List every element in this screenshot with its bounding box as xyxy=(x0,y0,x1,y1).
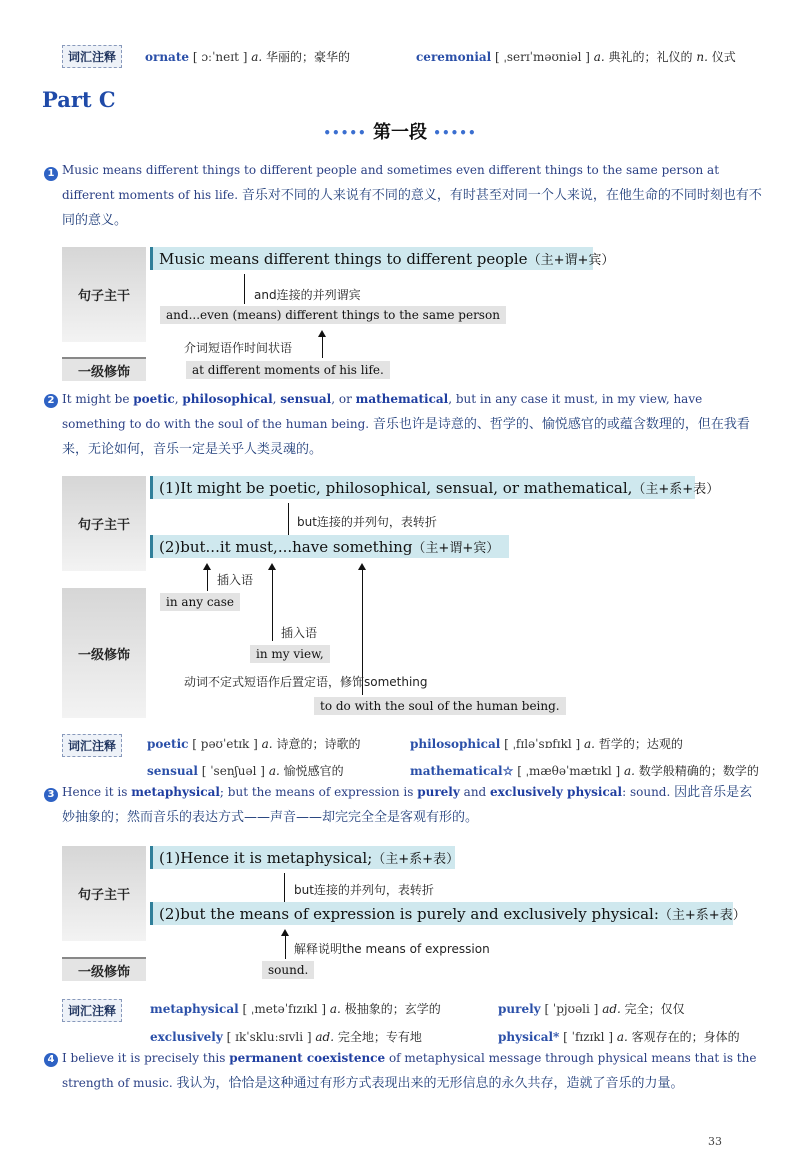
vocab-entry: metaphysical [ ˌmetəˈfɪzɪkl ] a. 极抽象的；玄学的 xyxy=(150,1002,441,1016)
vocab-tag: 词汇注释 xyxy=(62,45,122,68)
sentence-number: 1 xyxy=(44,167,58,181)
sentence-2: It might be poetic, philosophical, sensual, or mathematical, but in any case it must, in my view, have something to do with the soul of the human being. 音乐也许是诗意的、哲学的、愉悦感官的或蕴含数理的，但在我看来，无论如何，音乐一定是关乎人类灵魂的。 xyxy=(62,392,750,457)
infinitive-phrase: to do with the soul of the human being. xyxy=(314,697,566,715)
main-clause-2: (2)but...it must,...have something（主+谓+宾） xyxy=(150,535,509,558)
note: but连接的并列句，表转折 xyxy=(294,883,434,897)
vocab-entry: physical* [ ˈfɪzɪkl ] a. 客观存在的；身体的 xyxy=(498,1030,740,1044)
label-modifier: 一级修饰 xyxy=(62,957,146,981)
label-main-clause: 句子主干 xyxy=(62,846,146,941)
section-title: ••••• 第一段 ••••• xyxy=(323,122,477,143)
vocab-entry: philosophical [ ˌfɪləˈsɒfɪkl ] a. 哲学的；达观的 xyxy=(410,737,683,751)
vocab-entry: poetic [ pəʊˈetɪk ] a. 诗意的；诗歌的 xyxy=(147,737,361,751)
label-main-clause: 句子主干 xyxy=(62,476,146,571)
vocab-entry: sensual [ ˈsenʃuəl ] a. 愉悦感官的 xyxy=(147,764,344,778)
sentence-1: Music means different things to different people and sometimes even different things to the same person at different moments of his life. 音乐对不同的人来说有不同的意义，有时甚至对同一个人来说，在他生命的不同时刻也有不同的意义。 xyxy=(62,163,762,228)
main-clause-1: (1)Hence it is metaphysical;（主+系+表） xyxy=(150,846,455,869)
connector-line xyxy=(272,569,273,641)
vocab-entry: purely [ ˈpjʊəli ] ad. 完全；仅仅 xyxy=(498,1002,685,1016)
note: but连接的并列句，表转折 xyxy=(297,515,437,529)
note: 插入语 xyxy=(217,573,254,587)
note: and连接的并列谓宾 xyxy=(254,288,361,302)
label-modifier: 一级修饰 xyxy=(62,357,146,381)
vocab-tag: 词汇注释 xyxy=(62,734,122,757)
sentence-3: Hence it is metaphysical; but the means of expression is purely and exclusively physical: sound. 因此音乐是玄妙抽象的；然而音乐的表达方式——声音——却完完全全是客观有形的。 xyxy=(62,785,753,825)
label-modifier: 一级修饰 xyxy=(62,588,146,718)
note: 介词短语作时间状语 xyxy=(184,341,293,355)
connector-line xyxy=(244,274,245,304)
note: 插入语 xyxy=(281,626,318,640)
appositive-word: sound. xyxy=(262,961,314,979)
connector-line xyxy=(322,336,323,358)
connector-line xyxy=(284,873,285,903)
label-main-clause: 句子主干 xyxy=(62,247,146,342)
note: 动词不定式短语作后置定语，修饰something xyxy=(184,675,428,689)
sentence-number: 4 xyxy=(44,1053,58,1067)
vocab-tag: 词汇注释 xyxy=(62,999,122,1022)
parenthesis-phrase: in my view, xyxy=(250,645,330,663)
sentence-number: 3 xyxy=(44,788,58,802)
sentence-number: 2 xyxy=(44,394,58,408)
connector-line xyxy=(288,503,289,535)
vocab-entry: ornate [ ɔːˈneɪt ] a. 华丽的；豪华的 xyxy=(145,50,351,64)
modifier-phrase: at different moments of his life. xyxy=(186,361,390,379)
parenthesis-phrase: in any case xyxy=(160,593,240,611)
connector-line xyxy=(285,935,286,959)
main-clause-2: (2)but the means of expression is purely and exclusively physical:（主+系+表） xyxy=(150,902,733,925)
vocab-entry: ceremonial [ ˌserɪˈməʊniəl ] a. 典礼的；礼仪的 n. 仪式 xyxy=(416,50,736,64)
note: 解释说明the means of expression xyxy=(294,942,490,956)
vocab-entry: mathematical☆ [ ˌmæθəˈmætɪkl ] a. 数学般精确的；数学的 xyxy=(410,764,759,778)
page-number: 33 xyxy=(708,1135,722,1148)
sentence-4: I believe it is precisely this permanent coexistence of metaphysical message through physical means that is the strength of music. 我认为，恰恰是这种通过有形方式表现出来的无形信息的永久共存，造就了音乐的力量。 xyxy=(62,1051,757,1091)
parallel-predicate: and...even (means) different things to the same person xyxy=(160,306,506,324)
vocab-entry: exclusively [ ɪkˈskluːsɪvli ] ad. 完全地；专有地 xyxy=(150,1030,422,1044)
part-title: Part C xyxy=(42,87,116,112)
main-clause: Music means different things to different people（主+谓+宾） xyxy=(150,247,593,270)
main-clause-1: (1)It might be poetic, philosophical, sensual, or mathematical,（主+系+表） xyxy=(150,476,695,499)
connector-line xyxy=(207,569,208,591)
